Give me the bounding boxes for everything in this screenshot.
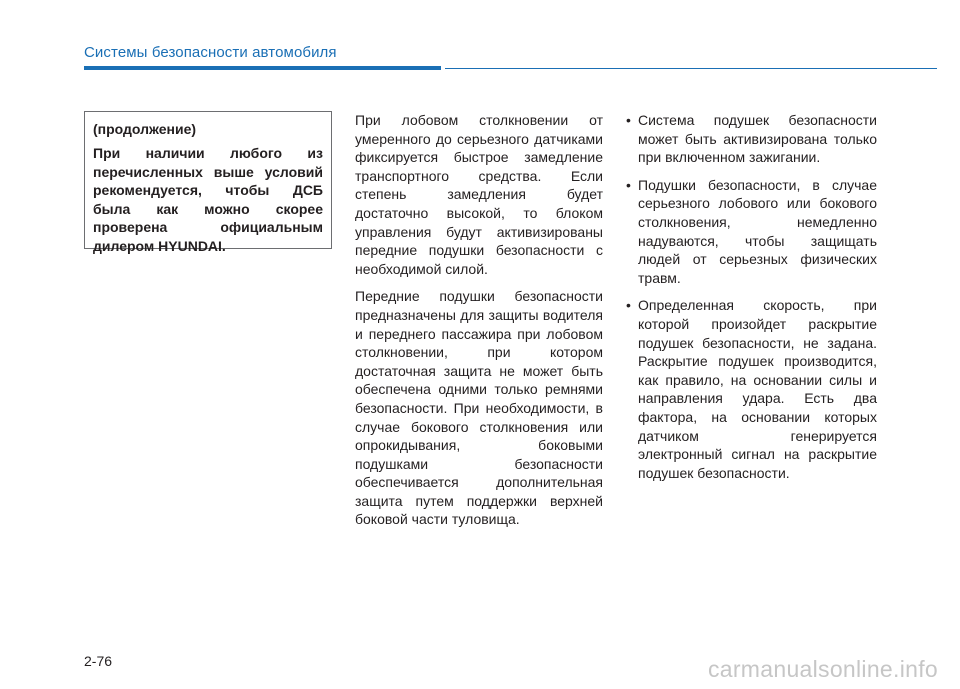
list-item: [626, 296, 877, 482]
bullet-icon: •: [626, 176, 631, 193]
right-column: [626, 111, 877, 491]
list-item: [626, 176, 877, 288]
notice-heading: (продолжение): [93, 121, 197, 137]
middle-column: [355, 111, 603, 538]
paragraph: При лобовом столкновении от умеренного до серьезного датчиками фиксируется быстрое замедление транспортного средства. Если степень замедления будет достаточно высокой, то блоком управления будут активизированы передние подушки безопасности с необходимой силой.: [355, 112, 603, 277]
page-number: 2-76: [84, 653, 113, 669]
section-title: Системы безопасности автомобиля: [84, 44, 337, 61]
list-item: [626, 111, 877, 167]
list-item-text: Система подушек безопасности может быть активизирована только при включенном зажигании.: [638, 112, 877, 166]
bullet-icon: •: [626, 112, 631, 128]
bullet-icon: •: [626, 297, 631, 314]
header-rule-thick: [84, 66, 441, 70]
list-item-text: Определенная скорость, при которой произойдет раскрытие подушек безопасности, не задана. Раскрытие подушек производится, как правило, на основании силы и направления удара. Есть два фактора, на основании которых датчиком генерируется электронный сигнал на раскрытие подушек безопасности.: [638, 297, 877, 481]
watermark: carmanualsonline.info: [707, 656, 938, 682]
notice-box: [84, 111, 332, 254]
header-rule-thin: [445, 68, 937, 69]
bullet-list: [626, 111, 877, 482]
paragraph: Передние подушки безопасности предназначены для защиты водителя и переднего пассажира при лобовом столкновении, при котором достаточная защита не может быть обеспечена одними только ремнями безопасности. При необходимости, в случае бокового столкновения или опрокидывания, боковыми подушками безопасности обеспечивается дополнительная защита путем поддержки верхней боковой части туловища.: [355, 288, 603, 528]
list-item-text: Подушки безопасности, в случае серьезного лобового или бокового столкновения, немедленно надуваются, чтобы защищать людей от серьезных физических травм.: [638, 176, 877, 286]
notice-body: При наличии любого из перечисленных выше условий рекомендуется, чтобы ДСБ была как можно скорее проверена официальным дилером HYUNDAI.: [93, 145, 323, 254]
